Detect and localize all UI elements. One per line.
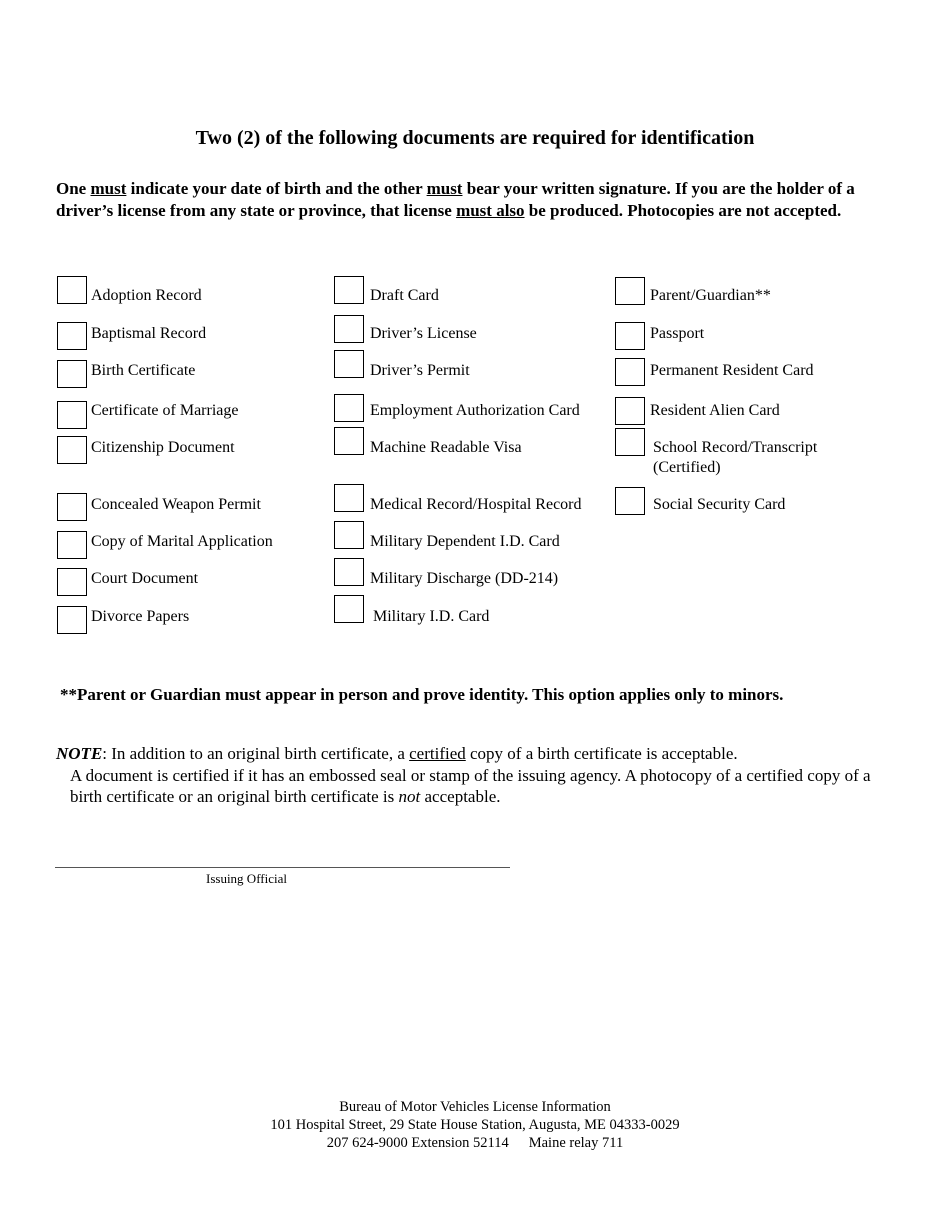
- document-label: Court Document: [91, 570, 199, 587]
- document-label: Adoption Record: [91, 287, 202, 304]
- instructions: [56, 178, 896, 221]
- emphasis-must: must: [90, 179, 127, 198]
- checkbox[interactable]: [615, 358, 645, 386]
- document-label: Citizenship Document: [91, 439, 235, 456]
- checkbox[interactable]: [334, 558, 364, 586]
- document-label: Permanent Resident Card: [650, 362, 814, 379]
- document-label: Military Dependent I.D. Card: [370, 533, 560, 550]
- instructions-text: bear your written signature. If you are the holder of a driver’s license from any state or province, that license: [56, 179, 855, 220]
- checkbox[interactable]: [57, 531, 87, 559]
- checkbox[interactable]: [334, 521, 364, 549]
- checkbox[interactable]: [615, 397, 645, 425]
- document-label: Concealed Weapon Permit: [91, 496, 261, 513]
- document-label: Resident Alien Card: [650, 402, 780, 419]
- note-text: A document is certified if it has an embossed seal or stamp of the issuing agency. A photocopy of a certified copy of a birth certificate or an original birth certificate is: [70, 765, 871, 806]
- checkbox[interactable]: [615, 487, 645, 515]
- footer-address: 101 Hospital Street, 29 State House Station, Augusta, ME 04333-0029: [270, 1117, 680, 1133]
- signature-line[interactable]: [55, 867, 510, 868]
- instructions-text: indicate your date of birth and the other: [126, 179, 427, 198]
- document-label: Draft Card: [370, 287, 439, 304]
- checkbox[interactable]: [57, 436, 87, 464]
- document-label: Baptismal Record: [91, 325, 207, 342]
- document-label: School Record/Transcript: [653, 439, 818, 456]
- checkbox[interactable]: [334, 484, 364, 512]
- footer-agency: Bureau of Motor Vehicles License Information: [339, 1099, 611, 1115]
- checkbox[interactable]: [57, 322, 87, 350]
- guardian-note: **Parent or Guardian must appear in person and prove identity. This option applies only to minors.: [60, 685, 784, 704]
- document-label: Certificate of Marriage: [91, 402, 239, 419]
- note-continuation: [56, 765, 896, 808]
- checkbox[interactable]: [57, 360, 87, 388]
- document-label: Copy of Marital Application: [91, 533, 273, 550]
- note-text: acceptable.: [420, 787, 501, 806]
- document-label: Driver’s License: [370, 325, 477, 342]
- checkbox[interactable]: [57, 493, 87, 521]
- note-text: copy of a birth certificate is acceptable.: [465, 744, 738, 763]
- document-label: Social Security Card: [653, 496, 786, 513]
- checkbox[interactable]: [334, 595, 364, 623]
- document-label: Driver’s Permit: [370, 362, 470, 379]
- birth-certificate-note: [56, 743, 896, 808]
- note-line: [56, 743, 896, 765]
- document-label: Military Discharge (DD-214): [370, 570, 559, 587]
- document-label: Employment Authorization Card: [370, 402, 580, 419]
- checkbox[interactable]: [615, 428, 645, 456]
- checkbox[interactable]: [57, 606, 87, 634]
- footer-relay: Maine relay 711: [528, 1135, 624, 1151]
- document-label: Machine Readable Visa: [370, 439, 522, 456]
- document-label-suffix: (Certified): [653, 459, 721, 476]
- signature-label: Issuing Official: [206, 871, 287, 886]
- document-label: Medical Record/Hospital Record: [370, 496, 582, 513]
- note-text: : In addition to an original birth certificate, a: [102, 744, 410, 763]
- emphasis-must: must: [426, 179, 463, 198]
- checkbox[interactable]: [334, 315, 364, 343]
- footer-contact: [0, 1134, 950, 1152]
- checkbox[interactable]: [334, 394, 364, 422]
- page-title: Two (2) of the following documents are required for identification: [195, 127, 755, 149]
- checkbox[interactable]: [615, 322, 645, 350]
- instructions-text: One: [56, 179, 91, 198]
- emphasis-must-also: must also: [456, 200, 525, 220]
- footer-phone: 207 624-9000 Extension 52114: [326, 1135, 509, 1151]
- checkbox[interactable]: [334, 350, 364, 378]
- checkbox[interactable]: [334, 427, 364, 455]
- document-label: Divorce Papers: [91, 608, 190, 625]
- checkbox[interactable]: [57, 568, 87, 596]
- checkbox[interactable]: [615, 277, 645, 305]
- note-not: not: [398, 787, 421, 806]
- checkbox[interactable]: [57, 276, 87, 304]
- note-label: NOTE: [56, 744, 103, 763]
- document-label: Parent/Guardian**: [650, 287, 771, 304]
- document-label: Military I.D. Card: [373, 608, 490, 625]
- note-certified: certified: [409, 744, 466, 763]
- document-label: Birth Certificate: [91, 362, 196, 379]
- document-label: Passport: [650, 325, 705, 342]
- footer: [0, 1098, 950, 1152]
- instructions-text: be produced. Photocopies are not accepted.: [524, 200, 842, 220]
- checkbox[interactable]: [334, 276, 364, 304]
- checkbox[interactable]: [57, 401, 87, 429]
